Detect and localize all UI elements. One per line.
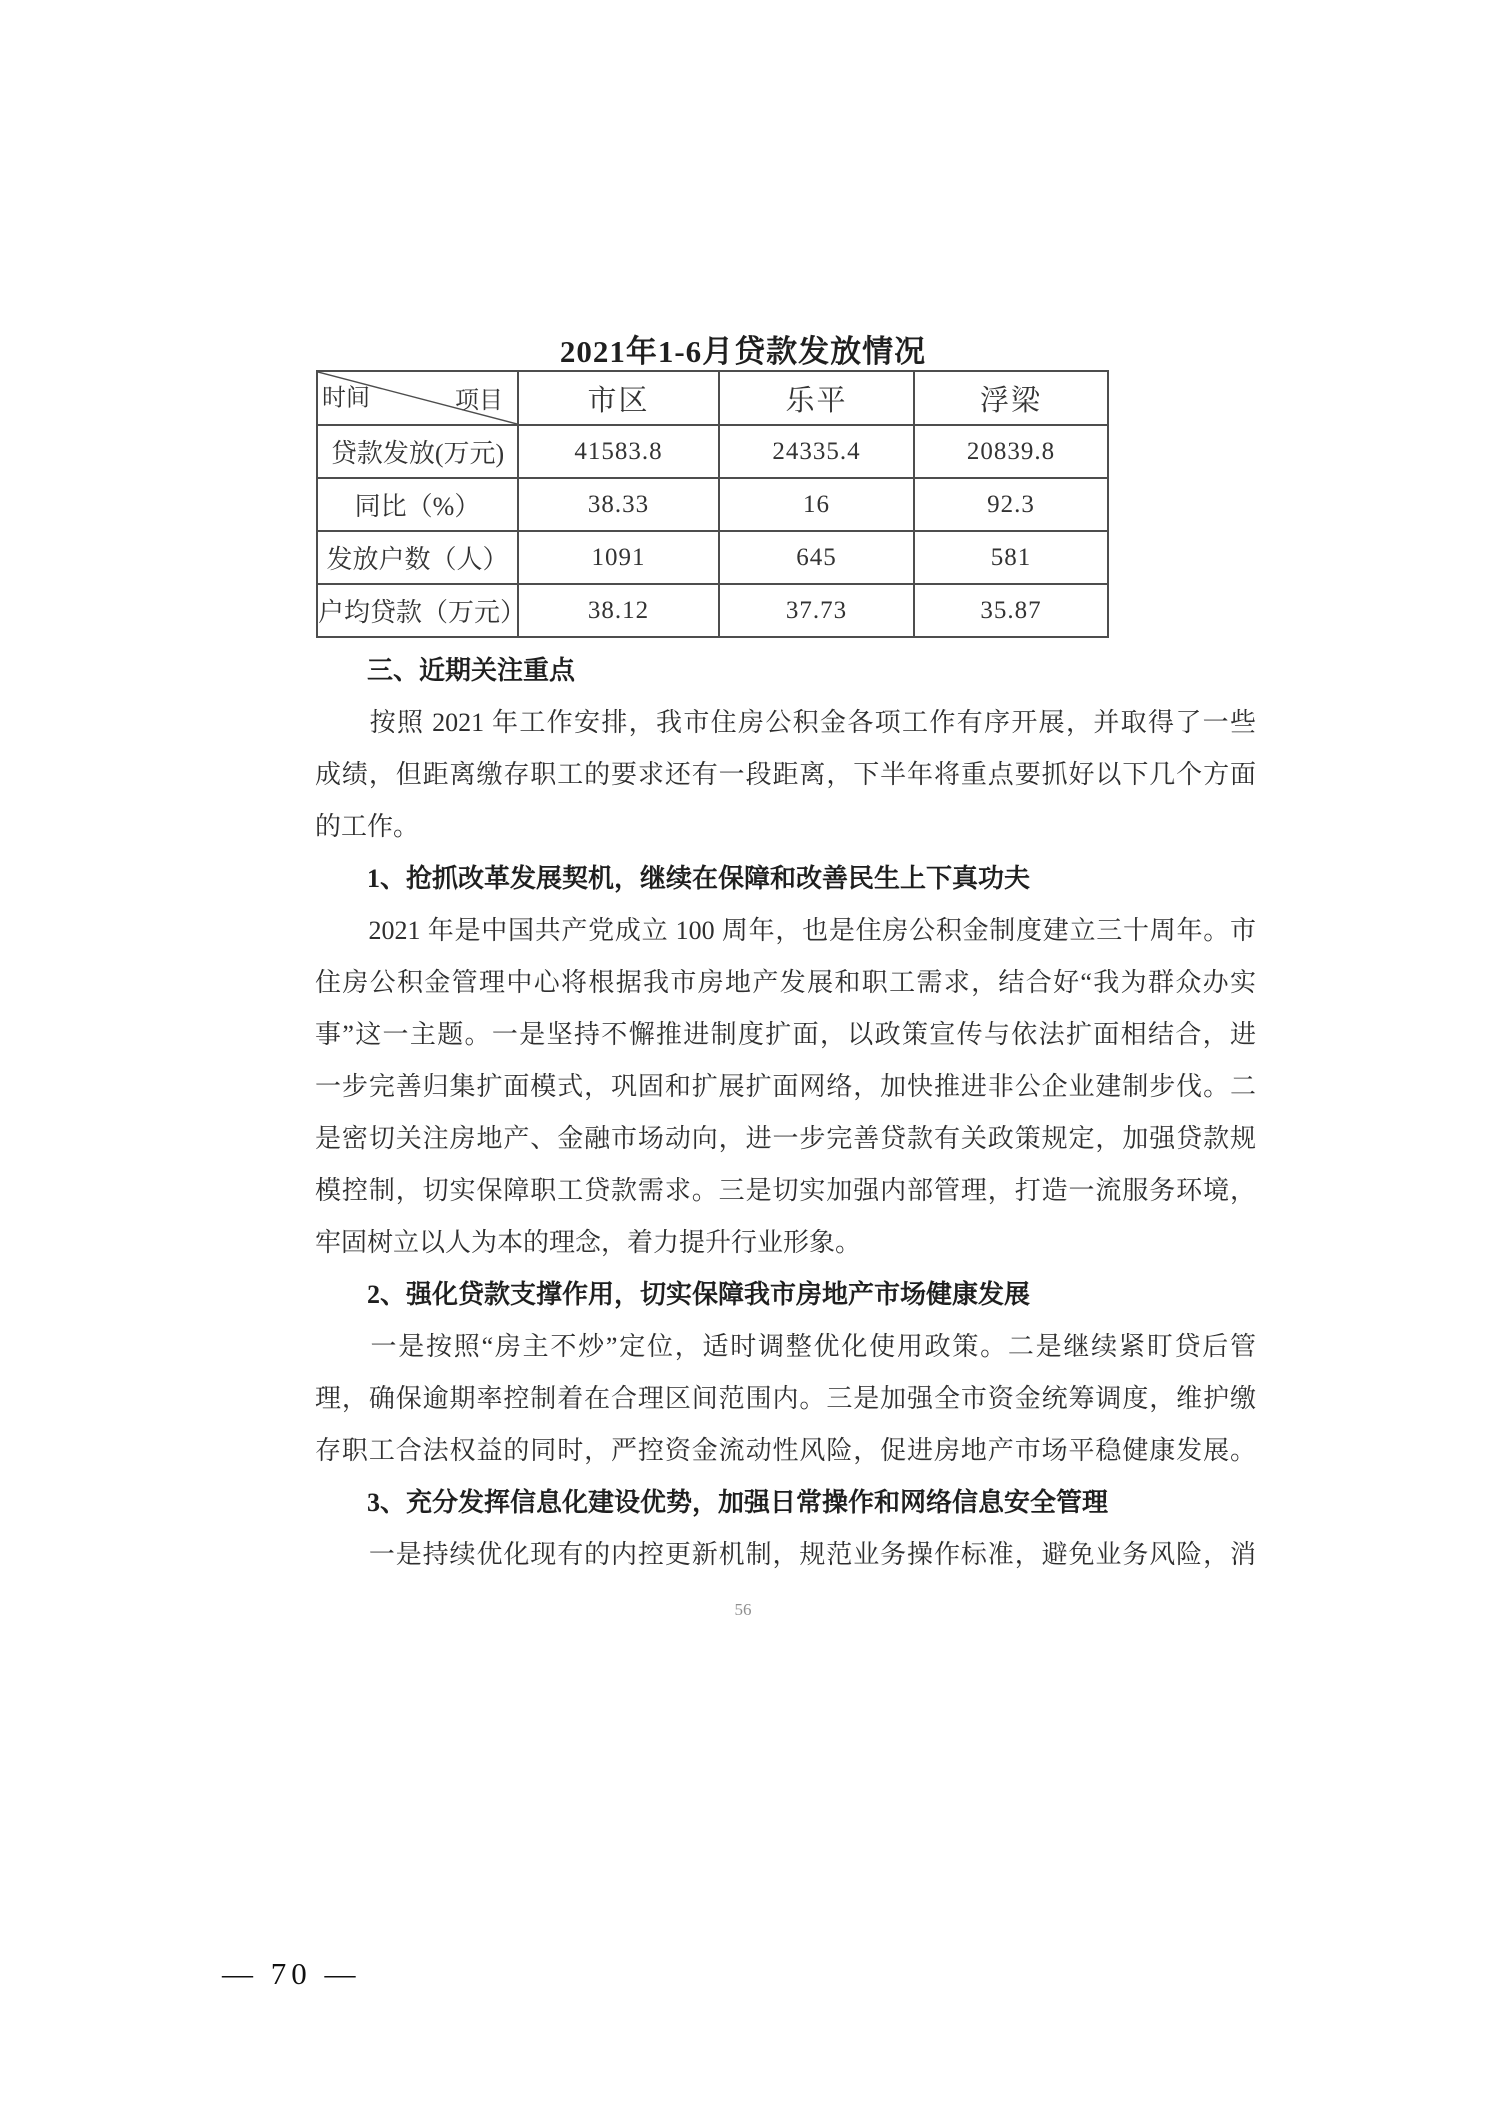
paragraph-line: 理，确保逾期率控制着在合理区间范围内。三是加强全市资金统筹调度，维护缴	[315, 1384, 1256, 1413]
paragraph-line: 存职工合法权益的同时，严控资金流动性风险，促进房地产市场平稳健康发展。	[315, 1436, 1256, 1465]
paragraph-line: 住房公积金管理中心将根据我市房地产发展和职工需求，结合好“我为群众办实	[315, 968, 1256, 997]
column-header-fuliang: 浮梁	[914, 371, 1108, 425]
subsection-heading: 1、抢抓改革发展契机，继续在保障和改善民生上下真功夫	[315, 864, 1031, 893]
table-cell: 1091	[518, 531, 719, 584]
subsection-heading: 2、强化贷款支撑作用，切实保障我市房地产市场健康发展	[315, 1280, 1031, 1309]
table-cell: 645	[719, 531, 914, 584]
body-text-block	[315, 645, 1256, 1581]
loan-issuance-table	[316, 370, 1109, 638]
section-heading: 三、近期关注重点	[315, 656, 576, 685]
table-row	[317, 478, 1108, 531]
table-cell: 37.73	[719, 584, 914, 637]
table-cell: 581	[914, 531, 1108, 584]
paragraph-line: 一是持续优化现有的内控更新机制，规范业务操作标准，避免业务风险，消	[315, 1540, 1256, 1569]
paragraph-line: 按照 2021 年工作安排，我市住房公积金各项工作有序开展，并取得了一些	[315, 708, 1256, 737]
table-cell: 24335.4	[719, 425, 914, 478]
paragraph-line: 的工作。	[315, 812, 420, 841]
paragraph-line: 牢固树立以人为本的理念，着力提升行业形象。	[315, 1228, 862, 1257]
table-row	[317, 531, 1108, 584]
inner-page-number: 56	[734, 1600, 752, 1619]
table-title: 2021年1-6月贷款发放情况	[559, 334, 927, 369]
paragraph-line: 成绩，但距离缴存职工的要求还有一段距离，下半年将重点要抓好以下几个方面	[315, 760, 1256, 789]
table-cell: 16	[719, 478, 914, 531]
paragraph-line: 一步完善归集扩面模式，巩固和扩展扩面网络，加快推进非公企业建制步伐。二	[315, 1072, 1256, 1101]
row-label: 贷款发放(万元)	[317, 425, 518, 478]
table-cell: 41583.8	[518, 425, 719, 478]
corner-col-axis-label: 项目	[455, 388, 503, 414]
table-cell: 38.33	[518, 478, 719, 531]
paragraph-line: 模控制，切实保障职工贷款需求。三是切实加强内部管理，打造一流服务环境，	[315, 1176, 1256, 1205]
footer-page-number: — 70 —	[222, 1956, 361, 1991]
row-label: 发放户数（人）	[317, 531, 518, 584]
row-label: 户均贷款（万元）	[317, 584, 518, 637]
paragraph-line: 一是按照“房主不炒”定位，适时调整优化使用政策。二是继续紧盯贷后管	[315, 1332, 1256, 1361]
column-header-shiqu: 市区	[518, 371, 719, 425]
column-header-leping: 乐平	[719, 371, 914, 425]
table-cell: 92.3	[914, 478, 1108, 531]
table-header-row	[317, 371, 1108, 425]
paragraph-line: 事”这一主题。一是坚持不懈推进制度扩面，以政策宣传与依法扩面相结合，进	[315, 1020, 1256, 1049]
table-corner-cell	[317, 371, 518, 425]
paragraph-line: 2021 年是中国共产党成立 100 周年，也是住房公积金制度建立三十周年。市	[315, 916, 1256, 945]
paragraph-line: 是密切关注房地产、金融市场动向，进一步完善贷款有关政策规定，加强贷款规	[315, 1124, 1256, 1153]
table-cell: 35.87	[914, 584, 1108, 637]
table-cell: 38.12	[518, 584, 719, 637]
table-row	[317, 425, 1108, 478]
row-label: 同比（%）	[317, 478, 518, 531]
table-cell: 20839.8	[914, 425, 1108, 478]
subsection-heading: 3、充分发挥信息化建设优势，加强日常操作和网络信息安全管理	[315, 1488, 1109, 1517]
corner-row-axis-label: 时间	[322, 385, 370, 412]
table-row	[317, 584, 1108, 637]
